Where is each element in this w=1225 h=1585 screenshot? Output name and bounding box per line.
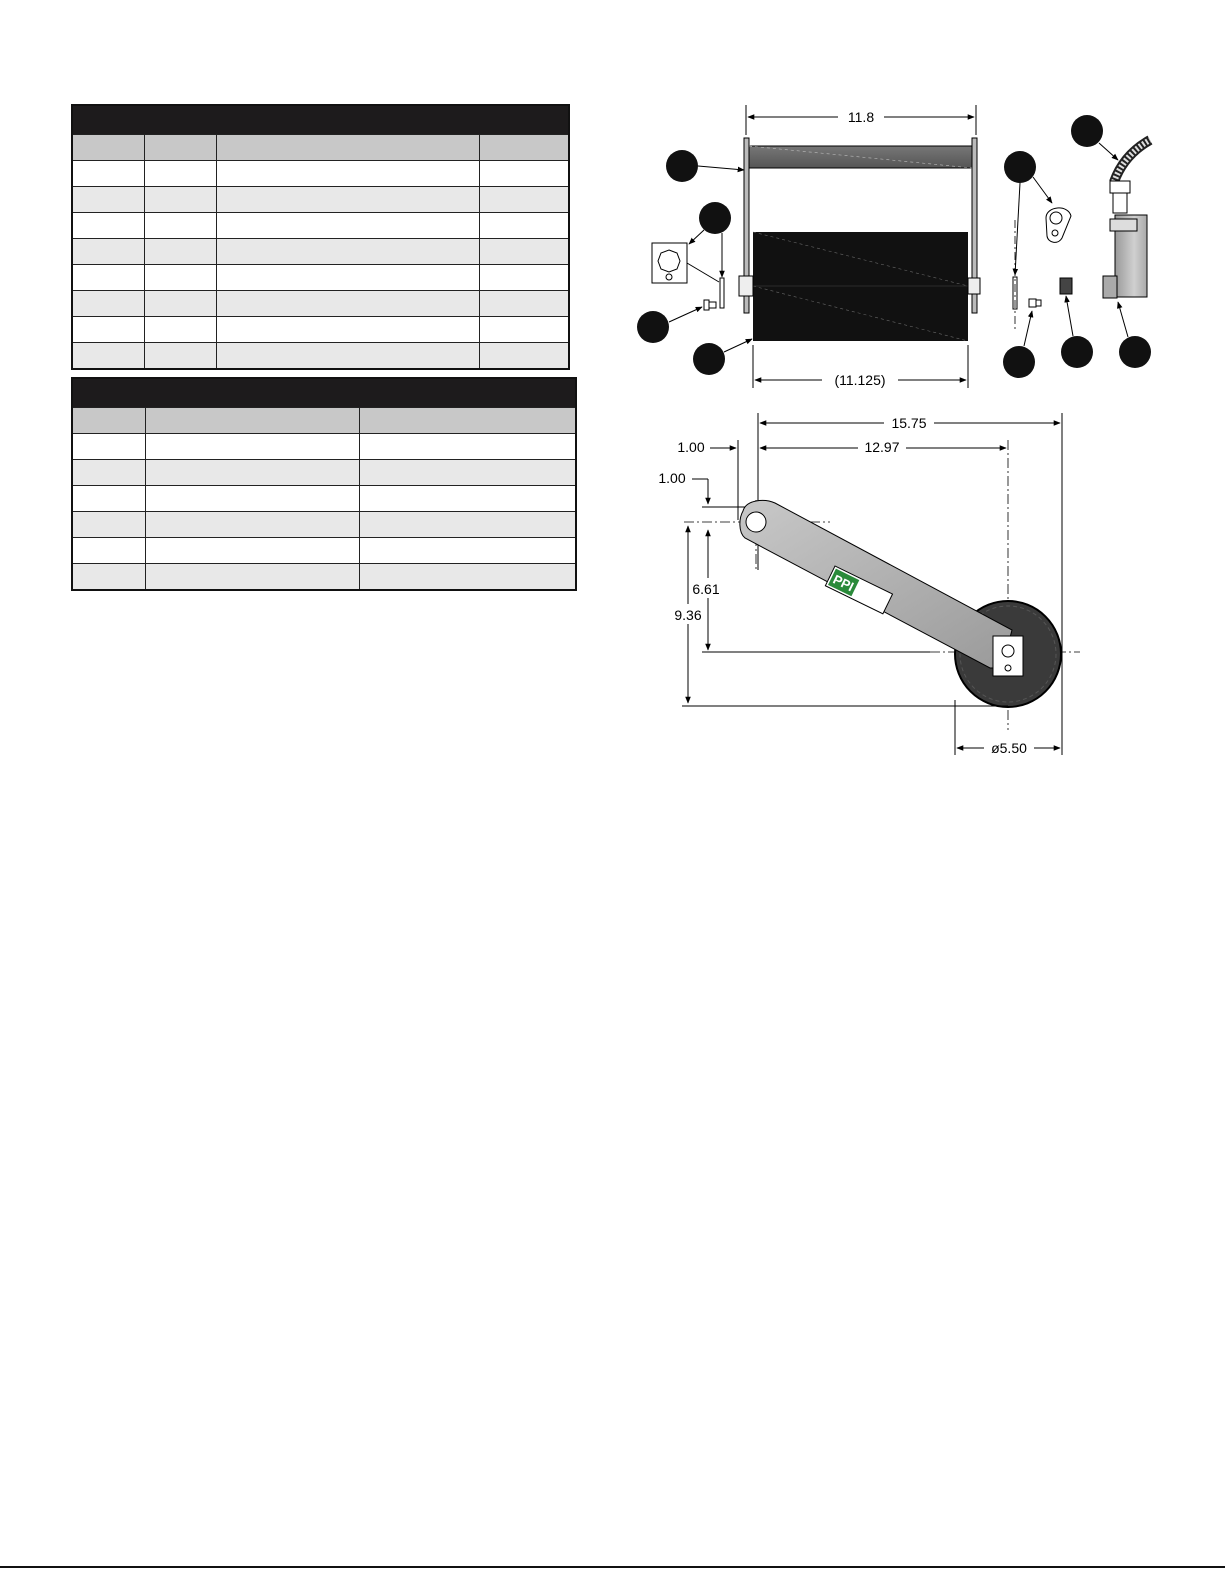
dimension-wheel-diameter	[955, 700, 1060, 756]
callout-balloon	[1004, 151, 1036, 183]
dim-label-1-00-x: 1.00	[677, 439, 705, 455]
pivot-hole	[746, 512, 766, 532]
callout-balloon	[666, 150, 698, 182]
dim-label-12-97: 12.97	[864, 439, 900, 455]
callout-balloon	[1119, 336, 1151, 368]
callout-balloon	[1061, 336, 1093, 368]
dim-label-11-8: 11.8	[847, 109, 875, 125]
callout-balloon	[693, 343, 725, 375]
nut	[1060, 278, 1072, 294]
axle-stub-right	[968, 278, 980, 294]
axle-stub-left	[739, 276, 753, 296]
top-bar	[749, 146, 972, 168]
washer-left	[720, 278, 724, 308]
callout-balloon	[1003, 346, 1035, 378]
dim-label-6-61: 6.61	[692, 581, 720, 597]
logo-text: PPI	[830, 571, 857, 595]
dim-label-15-75: 15.75	[891, 415, 927, 431]
callout-balloon	[699, 202, 731, 234]
dim-label-9-36: 9.36	[674, 607, 702, 623]
roller-drum	[753, 232, 968, 341]
footer-rule	[0, 1566, 1225, 1568]
dimension-offset-y	[658, 470, 760, 507]
dimension-overall-width	[746, 105, 976, 135]
dim-label-1-00-y: 1.00	[658, 470, 686, 486]
callout-balloon	[1071, 115, 1103, 147]
conduit-fitting	[1110, 181, 1130, 193]
callout-balloon	[637, 311, 669, 343]
bolt-right	[1029, 299, 1036, 307]
dim-label-dia-5-50: ø5.50	[991, 740, 1027, 756]
dim-label-11-125: (11.125)	[834, 372, 886, 388]
dimension-roller-width	[753, 345, 968, 388]
bolt-left	[704, 300, 709, 310]
swing-arm	[740, 500, 1012, 668]
exploded-assembly-diagram	[0, 0, 1225, 790]
